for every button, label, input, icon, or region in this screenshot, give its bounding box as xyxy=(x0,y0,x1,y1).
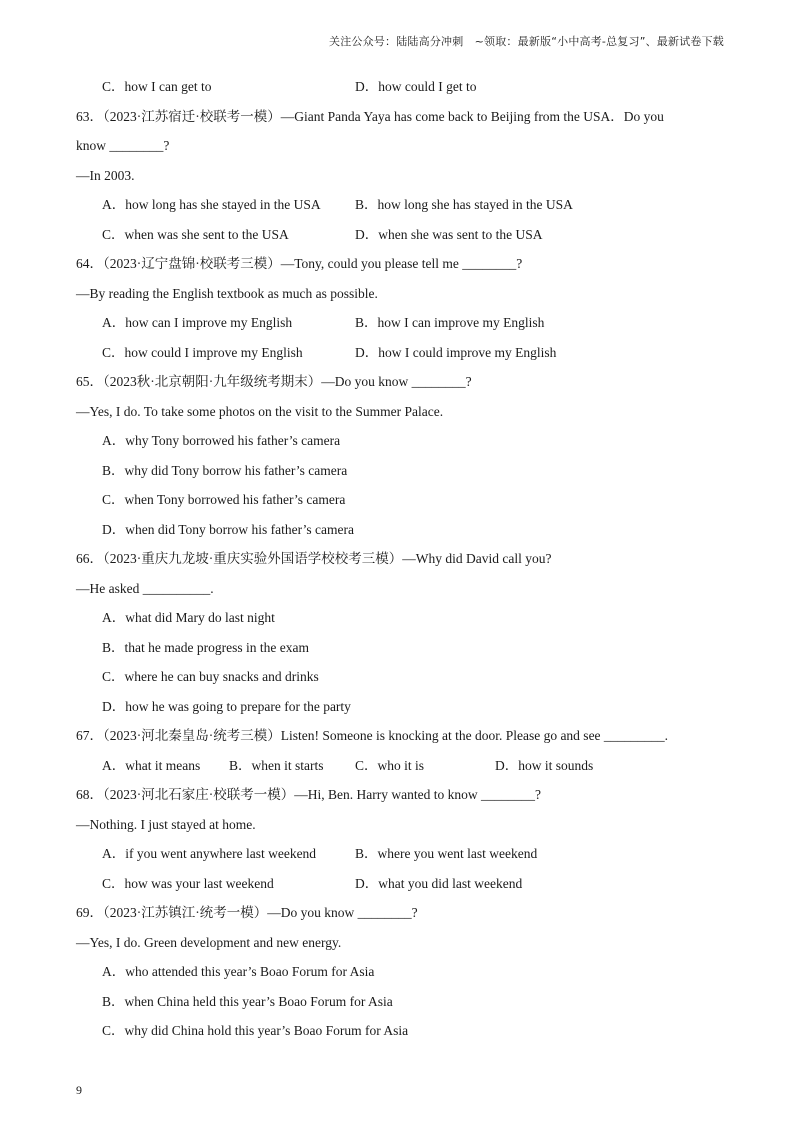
answer-option: A．why Tony borrowed his father’s camera xyxy=(102,433,341,448)
question-line: —Yes, I do. Green development and new energy. xyxy=(76,934,342,950)
answer-option: D．when did Tony borrow his father’s camera xyxy=(102,521,354,537)
option-row xyxy=(76,992,726,1022)
question-line: 69．（2023·江苏镇江·统考一模）—Do you know ________? xyxy=(76,905,418,920)
answer-option: B．where you went last weekend xyxy=(355,846,538,861)
answer-option: B．why did Tony borrow his father’s camera xyxy=(102,462,348,478)
answer-option: A．what did Mary do last night xyxy=(102,610,275,625)
question-list xyxy=(76,77,726,1051)
option-row xyxy=(76,667,726,697)
option-row xyxy=(76,225,726,255)
option-row xyxy=(76,874,726,904)
option-row xyxy=(76,520,726,550)
answer-option: C．how I can get to xyxy=(102,79,212,94)
answer-option: C．where he can buy snacks and drinks xyxy=(102,669,319,684)
question-line: —Nothing. I just stayed at home. xyxy=(76,816,256,832)
answer-option: A．how long has she stayed in the USA xyxy=(102,197,321,212)
answer-option: A．what it means xyxy=(102,757,201,773)
question-line: —He asked __________. xyxy=(76,580,214,596)
answer-option: B．how I can improve my English xyxy=(355,315,545,330)
option-row xyxy=(76,195,726,225)
answer-option: A．if you went anywhere last weekend xyxy=(102,846,317,861)
question-line: 65．（2023秋·北京朝阳·九年级统考期末）—Do you know ________? xyxy=(76,374,472,389)
answer-option: C．when Tony borrowed his father’s camera xyxy=(102,492,346,507)
answer-option: B．when it starts xyxy=(229,757,324,773)
option-row xyxy=(76,343,726,373)
answer-option: A．how can I improve my English xyxy=(102,315,293,330)
answer-option: C．how was your last weekend xyxy=(102,875,274,891)
answer-option: D．how it sounds xyxy=(495,757,594,773)
question-line: 66．（2023·重庆九龙坡·重庆实验外国语学校校考三模）—Why did David call you? xyxy=(76,551,552,566)
option-row xyxy=(76,756,726,786)
question-line: know ________? xyxy=(76,138,170,153)
question-line: 67．（2023·河北秦皇岛·统考三模）Listen! Someone is knocking at the door. Please go and see _________. xyxy=(76,728,669,743)
page-header: 关注公众号：陆陆高分冲刺 ~领取：最新版“小中高考-总复习”、最新试卷下载 xyxy=(329,35,724,48)
option-row xyxy=(76,313,726,343)
question-line: 68．（2023·河北石家庄·校联考一模）—Hi, Ben. Harry wanted to know ________? xyxy=(76,787,541,802)
question-line: —Yes, I do. To take some photos on the visit to the Summer Palace. xyxy=(76,403,444,419)
page-number: 9 xyxy=(76,1083,82,1097)
option-row xyxy=(76,638,726,668)
answer-option: D．how I could improve my English xyxy=(355,344,557,360)
option-row xyxy=(76,697,726,727)
option-row xyxy=(76,1021,726,1051)
answer-option: C．how could I improve my English xyxy=(102,344,303,360)
answer-option: D．when she was sent to the USA xyxy=(355,226,543,242)
question-line: 64．（2023·辽宁盘锦·校联考三模）—Tony, could you please tell me ________? xyxy=(76,256,523,271)
answer-option: D．how could I get to xyxy=(355,79,477,94)
answer-option: C．why did China hold this year’s Boao Forum for Asia xyxy=(102,1023,409,1038)
answer-option: D．what you did last weekend xyxy=(355,875,523,891)
answer-option: B．how long she has stayed in the USA xyxy=(355,197,573,212)
option-row xyxy=(76,844,726,874)
question-line: —In 2003. xyxy=(76,167,135,183)
answer-option: D．how he was going to prepare for the party xyxy=(102,698,351,714)
answer-option: C．who it is xyxy=(355,757,425,773)
answer-option: B．that he made progress in the exam xyxy=(102,639,309,655)
option-row xyxy=(76,461,726,491)
option-row xyxy=(76,962,726,992)
question-line: 63．（2023·江苏宿迁·校联考一模）—Giant Panda Yaya has come back to Beijing from the USA．Do you xyxy=(76,108,664,124)
answer-option: C．when was she sent to the USA xyxy=(102,226,289,242)
option-row xyxy=(76,608,726,638)
answer-option: A．who attended this year’s Boao Forum for Asia xyxy=(102,964,375,979)
answer-option: B．when China held this year’s Boao Forum for Asia xyxy=(102,993,393,1009)
question-line: —By reading the English textbook as much as possible. xyxy=(76,285,378,301)
option-row xyxy=(76,431,726,461)
option-row xyxy=(76,77,726,107)
option-row xyxy=(76,490,726,520)
